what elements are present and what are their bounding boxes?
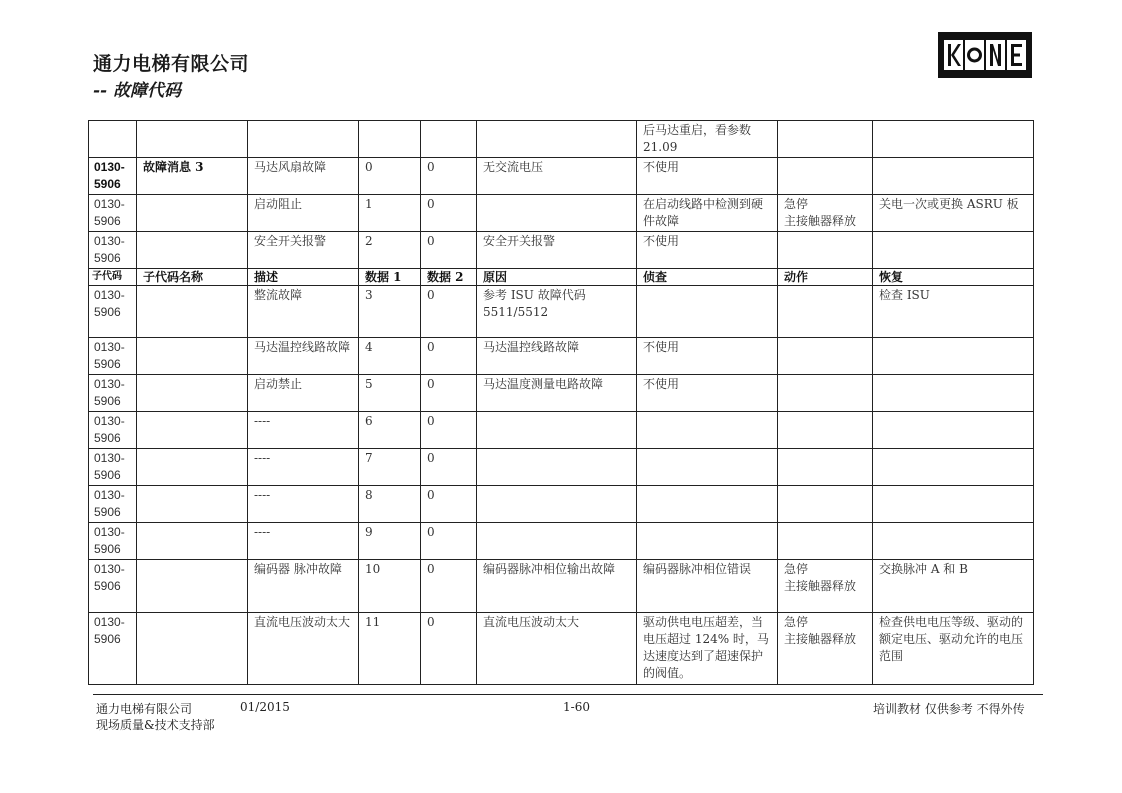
cell-data1: 10 [359, 560, 421, 613]
cell-desc: 安全开关报警 [248, 232, 359, 269]
cell-data2: 0 [421, 338, 477, 375]
cell-code: 0130-5906 [89, 449, 137, 486]
cell-code: 0130-5906 [89, 486, 137, 523]
cell-recover: 检查供电电压等级、驱动的额定电压、驱动允许的电压范围 [873, 613, 1034, 685]
cell-name [137, 412, 248, 449]
cell-detect: 不使用 [637, 232, 778, 269]
table-row [89, 449, 1034, 486]
cell-name [137, 338, 248, 375]
cell-code: 0130-5906 [89, 523, 137, 560]
cell-name [137, 121, 248, 158]
cell-detect [637, 449, 778, 486]
table-header-row [89, 269, 1034, 286]
cell-name [137, 523, 248, 560]
cell-name [137, 195, 248, 232]
cell-detect: 不使用 [637, 375, 778, 412]
company-title: 通力电梯有限公司 [93, 53, 250, 75]
footer-divider [93, 694, 1043, 695]
table-row [89, 523, 1034, 560]
cell-cause: 安全开关报警 [477, 232, 637, 269]
cell-data2: 0 [421, 232, 477, 269]
cell-desc: 直流电压波动太大 [248, 613, 359, 685]
cell-action [778, 158, 873, 195]
cell-data2: 0 [421, 560, 477, 613]
cell-recover [873, 375, 1034, 412]
cell-desc: 马达温控线路故障 [248, 338, 359, 375]
cell-data2: 0 [421, 523, 477, 560]
cell-action [778, 412, 873, 449]
cell-cause: 马达温度测量电路故障 [477, 375, 637, 412]
cell-action [778, 375, 873, 412]
cell-data2: 0 [421, 375, 477, 412]
cell-data1: 1 [359, 195, 421, 232]
cell-data2 [421, 121, 477, 158]
cell-data2: 0 [421, 195, 477, 232]
cell-desc: 启动阻止 [248, 195, 359, 232]
cell-code: 0130-5906 [89, 375, 137, 412]
cell-name [137, 486, 248, 523]
cell-cause: 马达温控线路故障 [477, 338, 637, 375]
cell-data2: 0 [421, 449, 477, 486]
cell-name [137, 375, 248, 412]
cell-detect: 不使用 [637, 338, 778, 375]
cell-data1: 8 [359, 486, 421, 523]
cell-data2: 0 [421, 486, 477, 523]
cell-code [89, 158, 137, 195]
cell-data1: 11 [359, 613, 421, 685]
table-row [89, 232, 1034, 269]
cell-cause [477, 449, 637, 486]
cell-code: 0130-5906 [89, 232, 137, 269]
table-row [89, 412, 1034, 449]
cell-name [137, 286, 248, 338]
cell-desc: 马达风扇故障 [248, 158, 359, 195]
table-row [89, 486, 1034, 523]
cell-cause [477, 486, 637, 523]
cell-code: 0130-5906 [89, 560, 137, 613]
table-row [89, 375, 1034, 412]
cell-cause [477, 195, 637, 232]
footer-department: 现场质量&技术支持部 [96, 718, 215, 732]
cell-recover [873, 412, 1034, 449]
cell-data1: 5 [359, 375, 421, 412]
cell-detect: 不使用 [637, 158, 778, 195]
cell-name [137, 449, 248, 486]
cell-code: 0130-5906 [89, 412, 137, 449]
cell-code: 0130-5906 [89, 338, 137, 375]
cell-detect: 在启动线路中检测到硬件故障 [637, 195, 778, 232]
table-row [89, 121, 1034, 158]
cell-detect [637, 486, 778, 523]
cell-detect: 编码器脉冲相位错误 [637, 560, 778, 613]
cell-recover [873, 523, 1034, 560]
cell-action [778, 449, 873, 486]
cell-recover: 关电一次或更换 ASRU 板 [873, 195, 1034, 232]
header-action: 动作 [778, 269, 873, 286]
cell-data1: 6 [359, 412, 421, 449]
footer-company: 通力电梯有限公司 [96, 702, 193, 716]
cell-data2: 0 [421, 613, 477, 685]
cell-recover [873, 232, 1034, 269]
cell-recover [873, 338, 1034, 375]
cell-action [778, 232, 873, 269]
cell-data1: 3 [359, 286, 421, 338]
cell-name [137, 158, 248, 195]
cell-cause [477, 523, 637, 560]
kone-logo [938, 32, 1032, 78]
cell-code: 0130-5906 [89, 613, 137, 685]
name-text: 故障消息 3 [143, 160, 204, 174]
cell-desc: ---- [248, 412, 359, 449]
cell-detect [637, 412, 778, 449]
header-data2: 数据 2 [421, 269, 477, 286]
cell-code: 0130-5906 [89, 286, 137, 338]
fault-code-table [88, 120, 1034, 685]
cell-desc: 启动禁止 [248, 375, 359, 412]
cell-detect: 后马达重启，看参数 21.09 [637, 121, 778, 158]
header-code: 子代码 [89, 269, 137, 286]
cell-cause: 参考 ISU 故障代码 5511/5512 [477, 286, 637, 338]
cell-name [137, 613, 248, 685]
cell-data1 [359, 121, 421, 158]
cell-desc: 整流故障 [248, 286, 359, 338]
table-row [89, 158, 1034, 195]
cell-data1: 0 [359, 158, 421, 195]
cell-detect [637, 523, 778, 560]
cell-cause [477, 412, 637, 449]
header-data1: 数据 1 [359, 269, 421, 286]
cell-action [778, 286, 873, 338]
cell-data1: 9 [359, 523, 421, 560]
cell-detect: 驱动供电电压超差，当电压超过 124% 时，马达速度达到了超速保护的阀值。 [637, 613, 778, 685]
cell-cause: 无交流电压 [477, 158, 637, 195]
footer-date: 01/2015 [240, 700, 290, 714]
cell-desc: ---- [248, 449, 359, 486]
cell-recover [873, 486, 1034, 523]
table-row [89, 338, 1034, 375]
cell-data1: 4 [359, 338, 421, 375]
cell-action: 急停 主接触器释放 [778, 613, 873, 685]
header-detect: 侦查 [637, 269, 778, 286]
cell-code: 0130-5906 [89, 195, 137, 232]
cell-recover [873, 158, 1034, 195]
cell-cause: 编码器脉冲相位输出故障 [477, 560, 637, 613]
cell-data1: 2 [359, 232, 421, 269]
cell-desc: ---- [248, 486, 359, 523]
cell-recover: 交换脉冲 A 和 B [873, 560, 1034, 613]
header-recover: 恢复 [873, 269, 1034, 286]
cell-data2: 0 [421, 286, 477, 338]
cell-name [137, 232, 248, 269]
cell-name [137, 560, 248, 613]
table-row [89, 613, 1034, 685]
cell-action [778, 338, 873, 375]
cell-recover: 检查 ISU [873, 286, 1034, 338]
cell-cause [477, 121, 637, 158]
table-row [89, 286, 1034, 338]
table-row [89, 195, 1034, 232]
header-desc: 描述 [248, 269, 359, 286]
section-subtitle: -- 故障代码 [93, 81, 182, 101]
footer-notice: 培训教材 仅供参考 不得外传 [873, 702, 1025, 716]
cell-data1: 7 [359, 449, 421, 486]
cell-desc: 编码器 脉冲故障 [248, 560, 359, 613]
footer-page-number: 1-60 [563, 700, 590, 714]
code-text: 0130-5906 [94, 160, 125, 191]
cell-desc [248, 121, 359, 158]
header-cause: 原因 [477, 269, 637, 286]
cell-detect [637, 286, 778, 338]
cell-data2: 0 [421, 412, 477, 449]
cell-recover [873, 121, 1034, 158]
cell-action: 急停 主接触器释放 [778, 560, 873, 613]
cell-desc: ---- [248, 523, 359, 560]
cell-cause: 直流电压波动太大 [477, 613, 637, 685]
table-row [89, 560, 1034, 613]
cell-data2: 0 [421, 158, 477, 195]
header-name: 子代码名称 [137, 269, 248, 286]
cell-recover [873, 449, 1034, 486]
cell-code [89, 121, 137, 158]
cell-action [778, 523, 873, 560]
cell-action [778, 486, 873, 523]
cell-action: 急停 主接触器释放 [778, 195, 873, 232]
cell-action [778, 121, 873, 158]
